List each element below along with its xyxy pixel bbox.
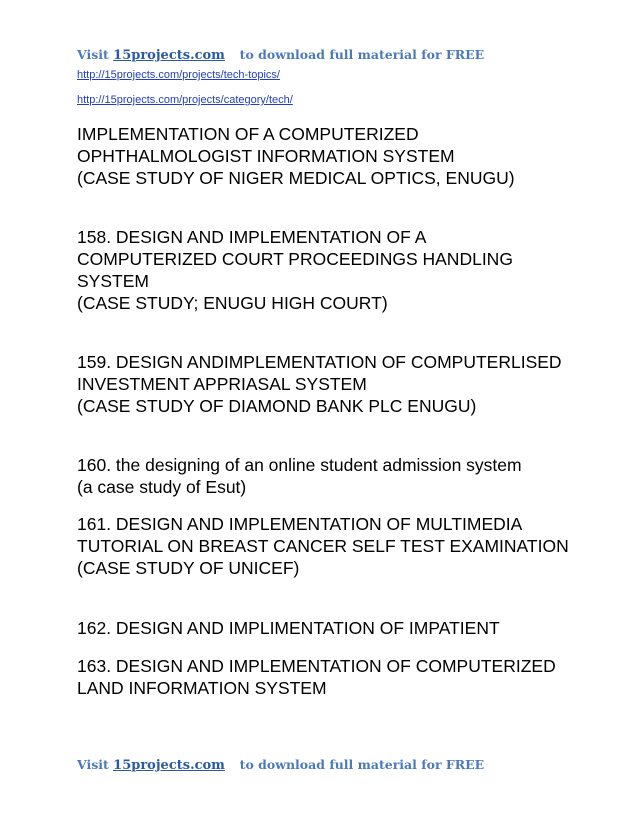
footer-banner — [77, 757, 484, 773]
project-entry-162 — [77, 617, 577, 639]
project-entry-163 — [77, 655, 577, 699]
entry-line: (a case study of Esut) — [77, 477, 247, 497]
entry-line: 161. DESIGN AND IMPLEMENTATION OF MULTIMEDIA — [77, 514, 523, 534]
header-visit-prefix: Visit — [77, 47, 109, 62]
entry-line: (CASE STUDY; ENUGU HIGH COURT) — [77, 293, 388, 313]
project-entry-158 — [77, 226, 577, 314]
footer-visit-prefix: Visit — [77, 757, 109, 772]
entry-line: TUTORIAL ON BREAST CANCER SELF TEST EXAMINATION — [77, 536, 569, 556]
entry-line: 163. DESIGN AND IMPLEMENTATION OF COMPUTERIZED — [77, 656, 556, 676]
entry-line: 160. the designing of an online student admission system — [77, 455, 522, 475]
entry-line: COMPUTERIZED COURT PROCEEDINGS HANDLING — [77, 249, 513, 269]
header-site-link[interactable]: 15projects.com — [113, 48, 225, 63]
project-entry-160 — [77, 454, 577, 498]
tech-topics-link[interactable]: http://15projects.com/projects/tech-topics/ — [77, 69, 280, 81]
tech-category-link[interactable]: http://15projects.com/projects/category/tech/ — [77, 94, 293, 106]
entry-line: 162. DESIGN AND IMPLIMENTATION OF IMPATIENT — [77, 618, 500, 638]
header-visit-suffix: to download full material for FREE — [239, 47, 485, 62]
entry-line: (CASE STUDY OF NIGER MEDICAL OPTICS, ENUGU) — [77, 168, 515, 188]
entry-line: INVESTMENT APPRIASAL SYSTEM — [77, 374, 367, 394]
entry-line: (CASE STUDY OF UNICEF) — [77, 558, 300, 578]
entry-line: 158. DESIGN AND IMPLEMENTATION OF A — [77, 227, 427, 247]
entry-line: (CASE STUDY OF DIAMOND BANK PLC ENUGU) — [77, 396, 477, 416]
footer-visit-suffix: to download full material for FREE — [239, 757, 485, 772]
project-entry — [77, 123, 577, 189]
entry-line: LAND INFORMATION SYSTEM — [77, 678, 327, 698]
project-entry-161 — [77, 513, 577, 579]
entry-line: 159. DESIGN ANDIMPLEMENTATION OF COMPUTERLISED — [77, 352, 562, 372]
entry-line: IMPLEMENTATION OF A COMPUTERIZED — [77, 124, 419, 144]
footer-site-link[interactable]: 15projects.com — [113, 758, 225, 773]
header-banner — [77, 47, 484, 63]
project-entry-159 — [77, 351, 577, 417]
entry-line: SYSTEM — [77, 271, 149, 291]
entry-line: OPHTHALMOLOGIST INFORMATION SYSTEM — [77, 146, 455, 166]
